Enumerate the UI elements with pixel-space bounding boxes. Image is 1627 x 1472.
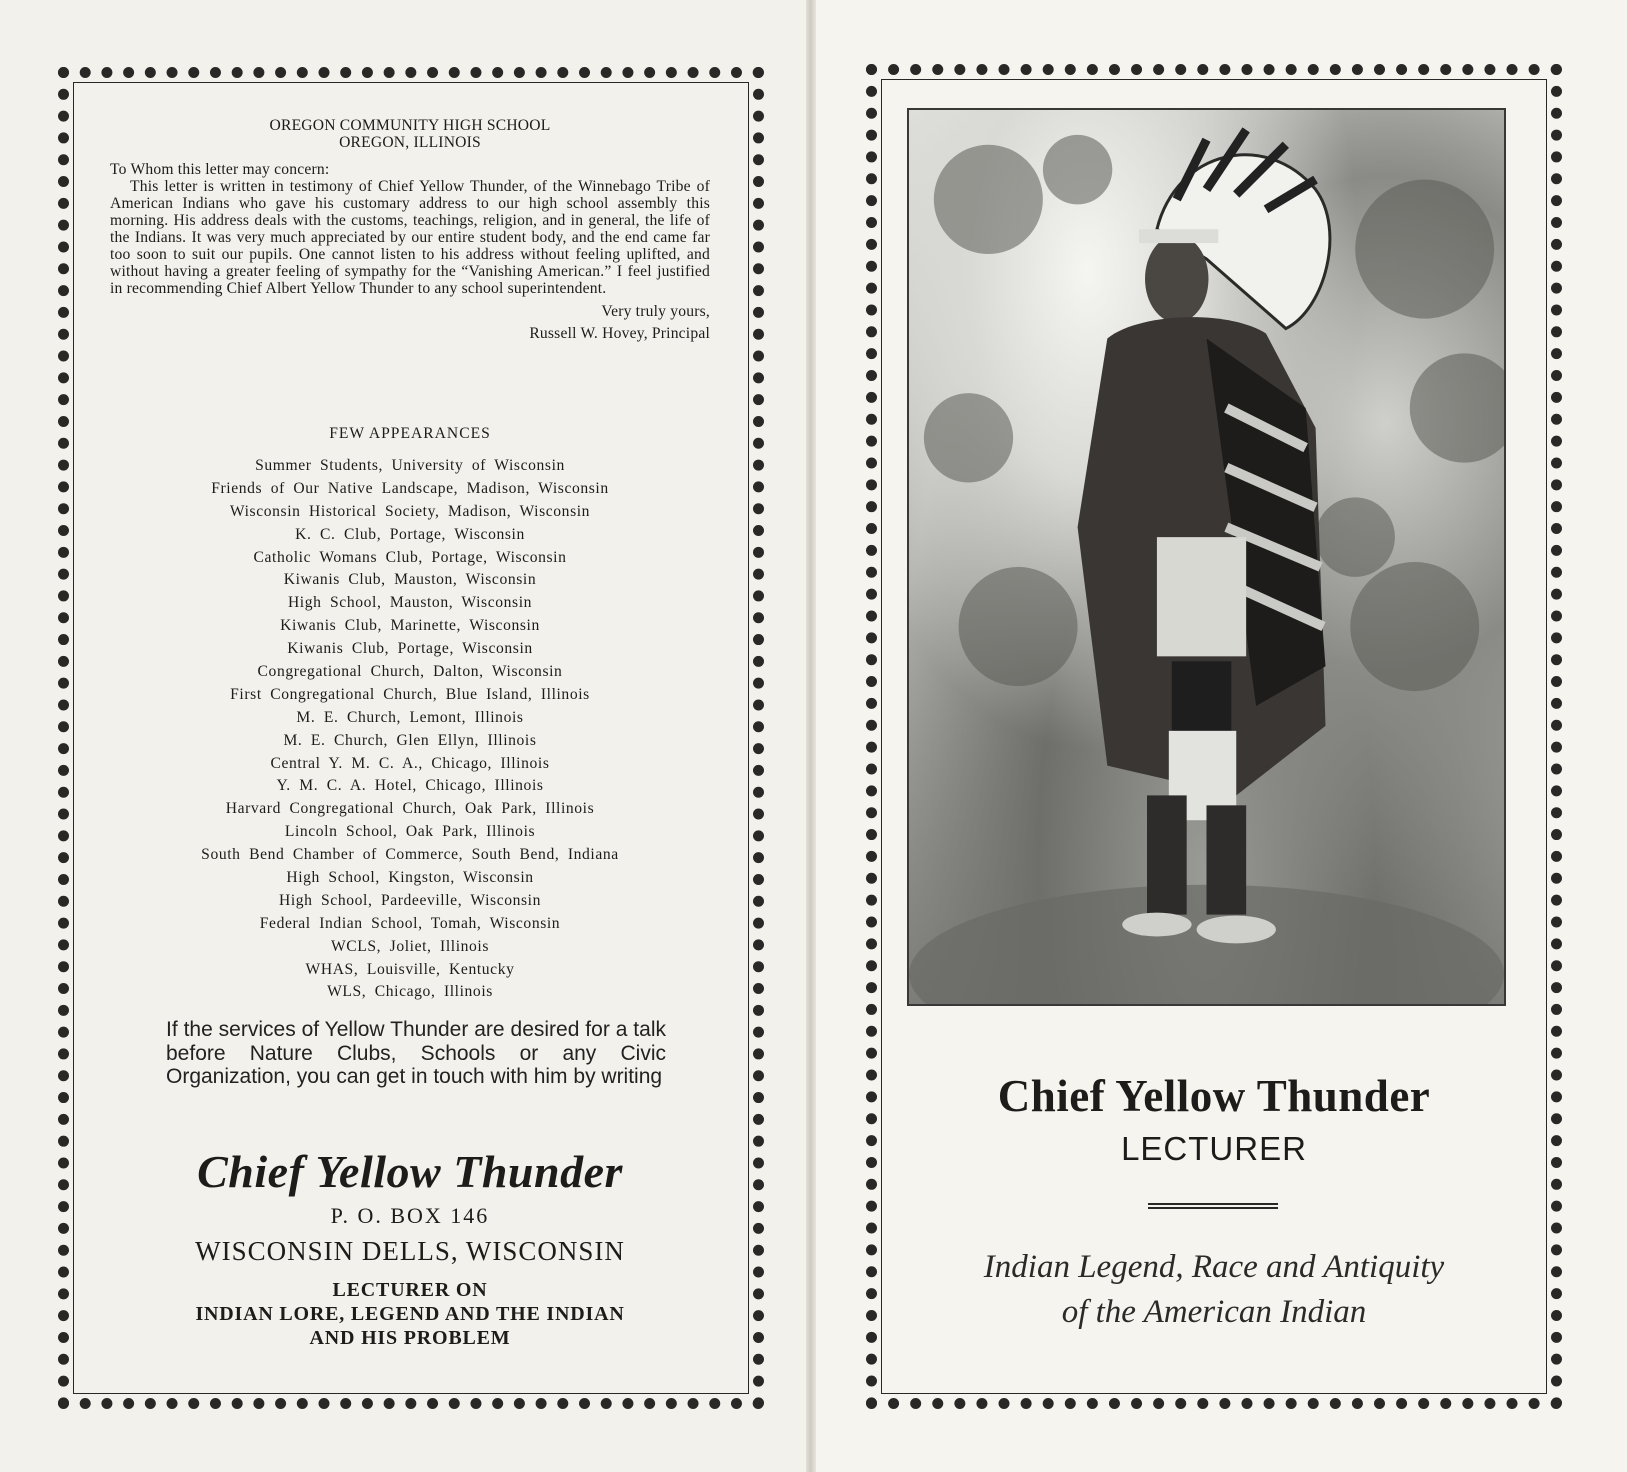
lecturer-topics-line: AND HIS PROBLEM xyxy=(309,1327,511,1349)
list-item: WHAS, Louisville, Kentucky xyxy=(305,960,515,978)
services-paragraph: If the services of Yellow Thunder are desired for a talk before Nature Clubs, Schools or any Civic Organization, you can get in touch with him by writing xyxy=(166,1018,666,1088)
lecturer-topics-line: LECTURER ON xyxy=(332,1279,488,1301)
lecturer-topics-line: INDIAN LORE, LEGEND AND THE INDIAN xyxy=(195,1303,625,1325)
list-item: Kiwanis Club, Marinette, Wisconsin xyxy=(280,617,540,635)
list-item: Summer Students, University of Wisconsin xyxy=(255,457,565,474)
testimony-letter xyxy=(110,117,710,345)
list-item: Wisconsin Historical Society, Madison, Wisconsin xyxy=(229,502,591,520)
cover-tagline-line: Indian Legend, Race and Antiquity xyxy=(983,1249,1445,1285)
list-item: Friends of Our Native Landscape, Madison, Wisconsin xyxy=(211,479,609,497)
list-item: WCLS, Joliet, Illinois xyxy=(330,937,490,955)
cover-title: Chief Yellow Thunder xyxy=(997,1071,1431,1121)
appearances-section xyxy=(110,425,710,1004)
letter-body: This letter is written in testimony of Chief Yellow Thunder, of the Winnebago Tribe of American Indians who gave his customary address to our high school assembly this morning. His address deals with the customs, teachings, religion, and in general, the life of the Indians. It was very much appreciated by our entire student body, and the end came far too soon to suit our pupils. One cannot listen to his address without feeling uplifted, and without having a greater feeling of sympathy for the “Vanishing American.” I feel justified in recommending Chief Albert Yellow Thunder to any school superintendent. xyxy=(110,178,710,297)
list-item: M. E. Church, Lemont, Illinois xyxy=(296,708,524,726)
list-item: First Congregational Church, Blue Island, Illinois xyxy=(230,685,590,703)
contact-po-box: P. O. BOX 146 xyxy=(330,1203,490,1228)
list-item: Lincoln School, Oak Park, Illinois xyxy=(284,823,536,841)
list-item: Catholic Womans Club, Portage, Wisconsin xyxy=(253,548,567,566)
portrait-illustration xyxy=(909,110,1504,1004)
list-item: Harvard Congregational Church, Oak Park, Illinois xyxy=(225,800,595,818)
portrait-photo xyxy=(907,108,1506,1006)
contact-name: Chief Yellow Thunder xyxy=(197,1146,623,1197)
letter-closing: Very truly yours, xyxy=(601,303,710,320)
list-item: Kiwanis Club, Mauston, Wisconsin xyxy=(283,571,537,589)
cover-subtitle: LECTURER xyxy=(1121,1130,1307,1167)
list-item: Kiwanis Club, Portage, Wisconsin xyxy=(287,640,533,658)
list-item: High School, Kingston, Wisconsin xyxy=(286,869,534,887)
contact-city: WISCONSIN DELLS, WISCONSIN xyxy=(195,1236,625,1266)
appearances-list xyxy=(110,455,710,1004)
list-item: High School, Mauston, Wisconsin xyxy=(287,594,533,612)
double-rule-divider xyxy=(1148,1203,1278,1209)
cover-tagline-line: of the American Indian xyxy=(1061,1294,1367,1330)
appearances-title: FEW APPEARANCES xyxy=(329,425,491,442)
letter-school: OREGON COMMUNITY HIGH SCHOOL xyxy=(269,117,551,134)
list-item: South Bend Chamber of Commerce, South Bend, Indiana xyxy=(201,846,619,864)
list-item: K. C. Club, Portage, Wisconsin xyxy=(295,525,525,543)
list-item: M. E. Church, Glen Ellyn, Illinois xyxy=(283,731,537,749)
letter-location: OREGON, ILLINOIS xyxy=(339,134,481,151)
list-item: Federal Indian School, Tomah, Wisconsin xyxy=(259,914,561,932)
list-item: High School, Pardeeville, Wisconsin xyxy=(278,891,542,909)
list-item: WLS, Chicago, Illinois xyxy=(327,983,493,1001)
list-item: Congregational Church, Dalton, Wisconsin xyxy=(257,663,563,681)
list-item: Y. M. C. A. Hotel, Chicago, Illinois xyxy=(276,777,544,795)
lecturer-topics xyxy=(60,1278,760,1350)
letter-salutation: To Whom this letter may concern: xyxy=(110,161,330,178)
list-item: Central Y. M. C. A., Chicago, Illinois xyxy=(270,754,550,772)
letter-signature: Russell W. Hovey, Principal xyxy=(529,325,710,342)
cover-tagline xyxy=(866,1245,1562,1335)
page-fold xyxy=(806,0,816,1472)
